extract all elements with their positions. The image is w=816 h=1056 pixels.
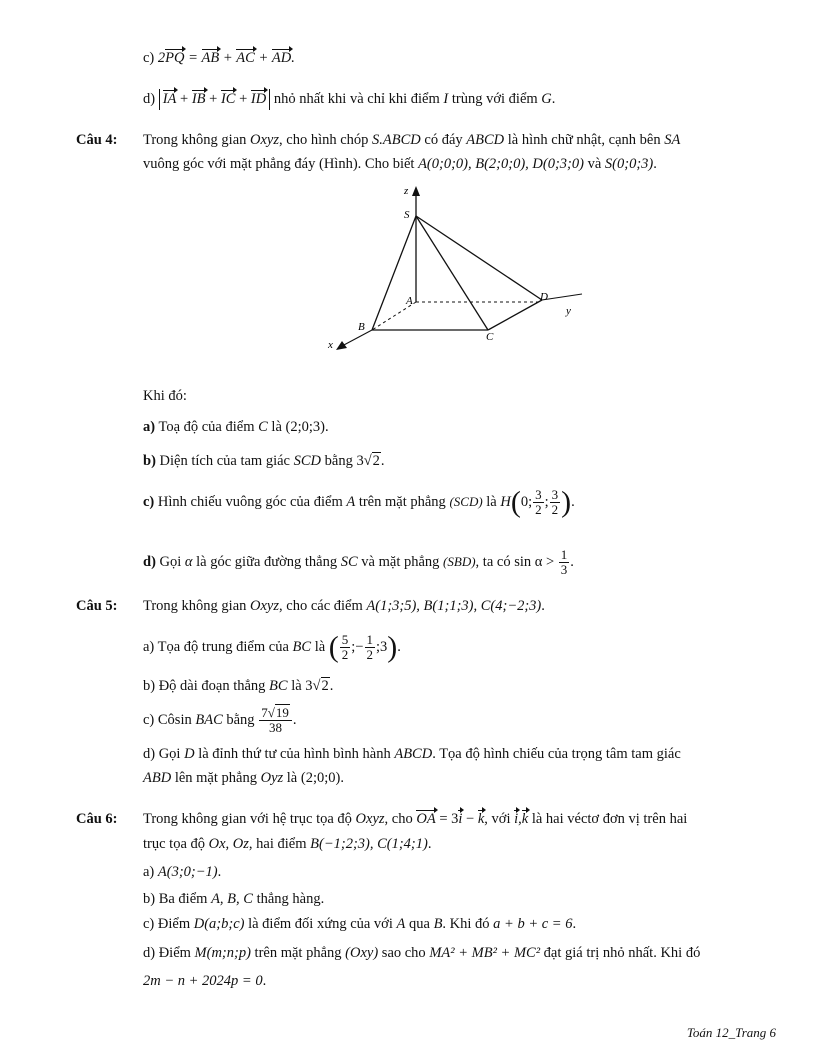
q6-line2: trục tọa độ Ox, Oz, hai điểm B(−1;2;3), C(1;4;1). [143, 836, 432, 852]
label-a: A [406, 295, 413, 307]
edge-sd [416, 216, 542, 300]
q6-a: a) A(3;0;−1). [143, 864, 222, 880]
q6-label: Câu 6: [76, 811, 118, 827]
page-footer: Toán 12_Trang 6 [686, 1025, 776, 1040]
q5-a: a) Tọa độ trung điểm của BC là ( $\frac{5}{2}$ ;− $\frac{1}{2}$ ;3). [143, 630, 401, 664]
prev-d-line: d) IA + IB + IC + ID nhỏ nhất khi và chỉ khi điểm I trùng với điểm G. [143, 89, 555, 110]
pyramid-figure [320, 182, 590, 354]
prev-c-line: c) 2PQ = AB + AC + AD. [143, 50, 295, 66]
q4-d: d) Gọi α là góc giữa đường thẳng SC và mặt phẳng (SBD), ta có sin α > $\frac{1}{3}$ . [143, 547, 574, 577]
edge-cd [488, 300, 542, 330]
q5-b: b) Độ dài đoạn thẳng BC là 3√2. [143, 678, 334, 694]
q6-d-line1: d) Điểm M(m;n;p) trên mặt phẳng (Oxy) sao cho MA² + MB² + MC² đạt giá trị nhỏ nhất. Khi đó [143, 945, 701, 961]
edge-sb [372, 216, 416, 330]
label-x: x [328, 339, 333, 351]
q6-line1: Trong không gian với hệ trục tọa độ Oxyz, cho OA = 3i − k, với i,k là hai véctơ đơn vị trên hai [143, 811, 688, 827]
q5-d-line1: d) Gọi D là đỉnh thứ tư của hình bình hành ABCD. Tọa độ hình chiếu của trọng tâm tam giác [143, 746, 681, 762]
q4-khi-do: Khi đó: [143, 388, 187, 404]
q5-label: Câu 5: [76, 598, 118, 614]
edge-sc [416, 216, 488, 330]
q6-d-line2: 2m − n + 2024p = 0. [143, 973, 267, 989]
label-z: z [404, 185, 409, 197]
q4-line2: vuông góc với mặt phẳng đáy (Hình). Cho biết A(0;0;0), B(2;0;0), D(0;3;0) và S(0;0;3). [143, 156, 657, 172]
q6-b: b) Ba điểm A, B, C thẳng hàng. [143, 891, 325, 907]
q5-line1: Trong không gian Oxyz, cho các điểm A(1;3;5), B(1;1;3), C(4;−2;3). [143, 598, 545, 614]
q4-c: c) Hình chiếu vuông góc của điểm A trên mặt phẳng (SCD) là H(0; $\frac{3}{2}$ ; $\frac{3}{2}$ ). [143, 485, 575, 519]
q6-c: c) Điểm D(a;b;c) là điểm đối xứng của với A qua B. Khi đó a + b + c = 6. [143, 916, 577, 932]
label-c: C [486, 331, 494, 343]
x-axis-arrow [336, 341, 347, 350]
x-axis [342, 330, 372, 346]
label-y: y [566, 305, 571, 317]
q4-a: a) Toạ độ của điểm C là (2;0;3). [143, 419, 329, 435]
q5-d-line2: ABD lên mặt phẳng Oyz là (2;0;0). [143, 770, 344, 786]
prev-c-expr: 2PQ = AB + AC + AD. [157, 50, 295, 66]
label-s: S [404, 209, 410, 221]
z-axis-arrow [412, 186, 420, 196]
q4-b: b) Diện tích của tam giác SCD bằng 3√2. [143, 453, 385, 469]
q4-line1: Trong không gian Oxyz, cho hình chóp S.ABCD có đáy ABCD là hình chữ nhật, cạnh bên SA [143, 132, 681, 148]
prev-d-abs: IA + IB + IC + ID [159, 89, 271, 110]
label-d: D [540, 291, 548, 303]
y-axis [542, 294, 582, 300]
label-b: B [358, 321, 365, 333]
q4-label: Câu 4: [76, 132, 118, 148]
q5-c: c) Côsin BAC bằng $\frac{7√19}{38}$ . [143, 705, 297, 735]
